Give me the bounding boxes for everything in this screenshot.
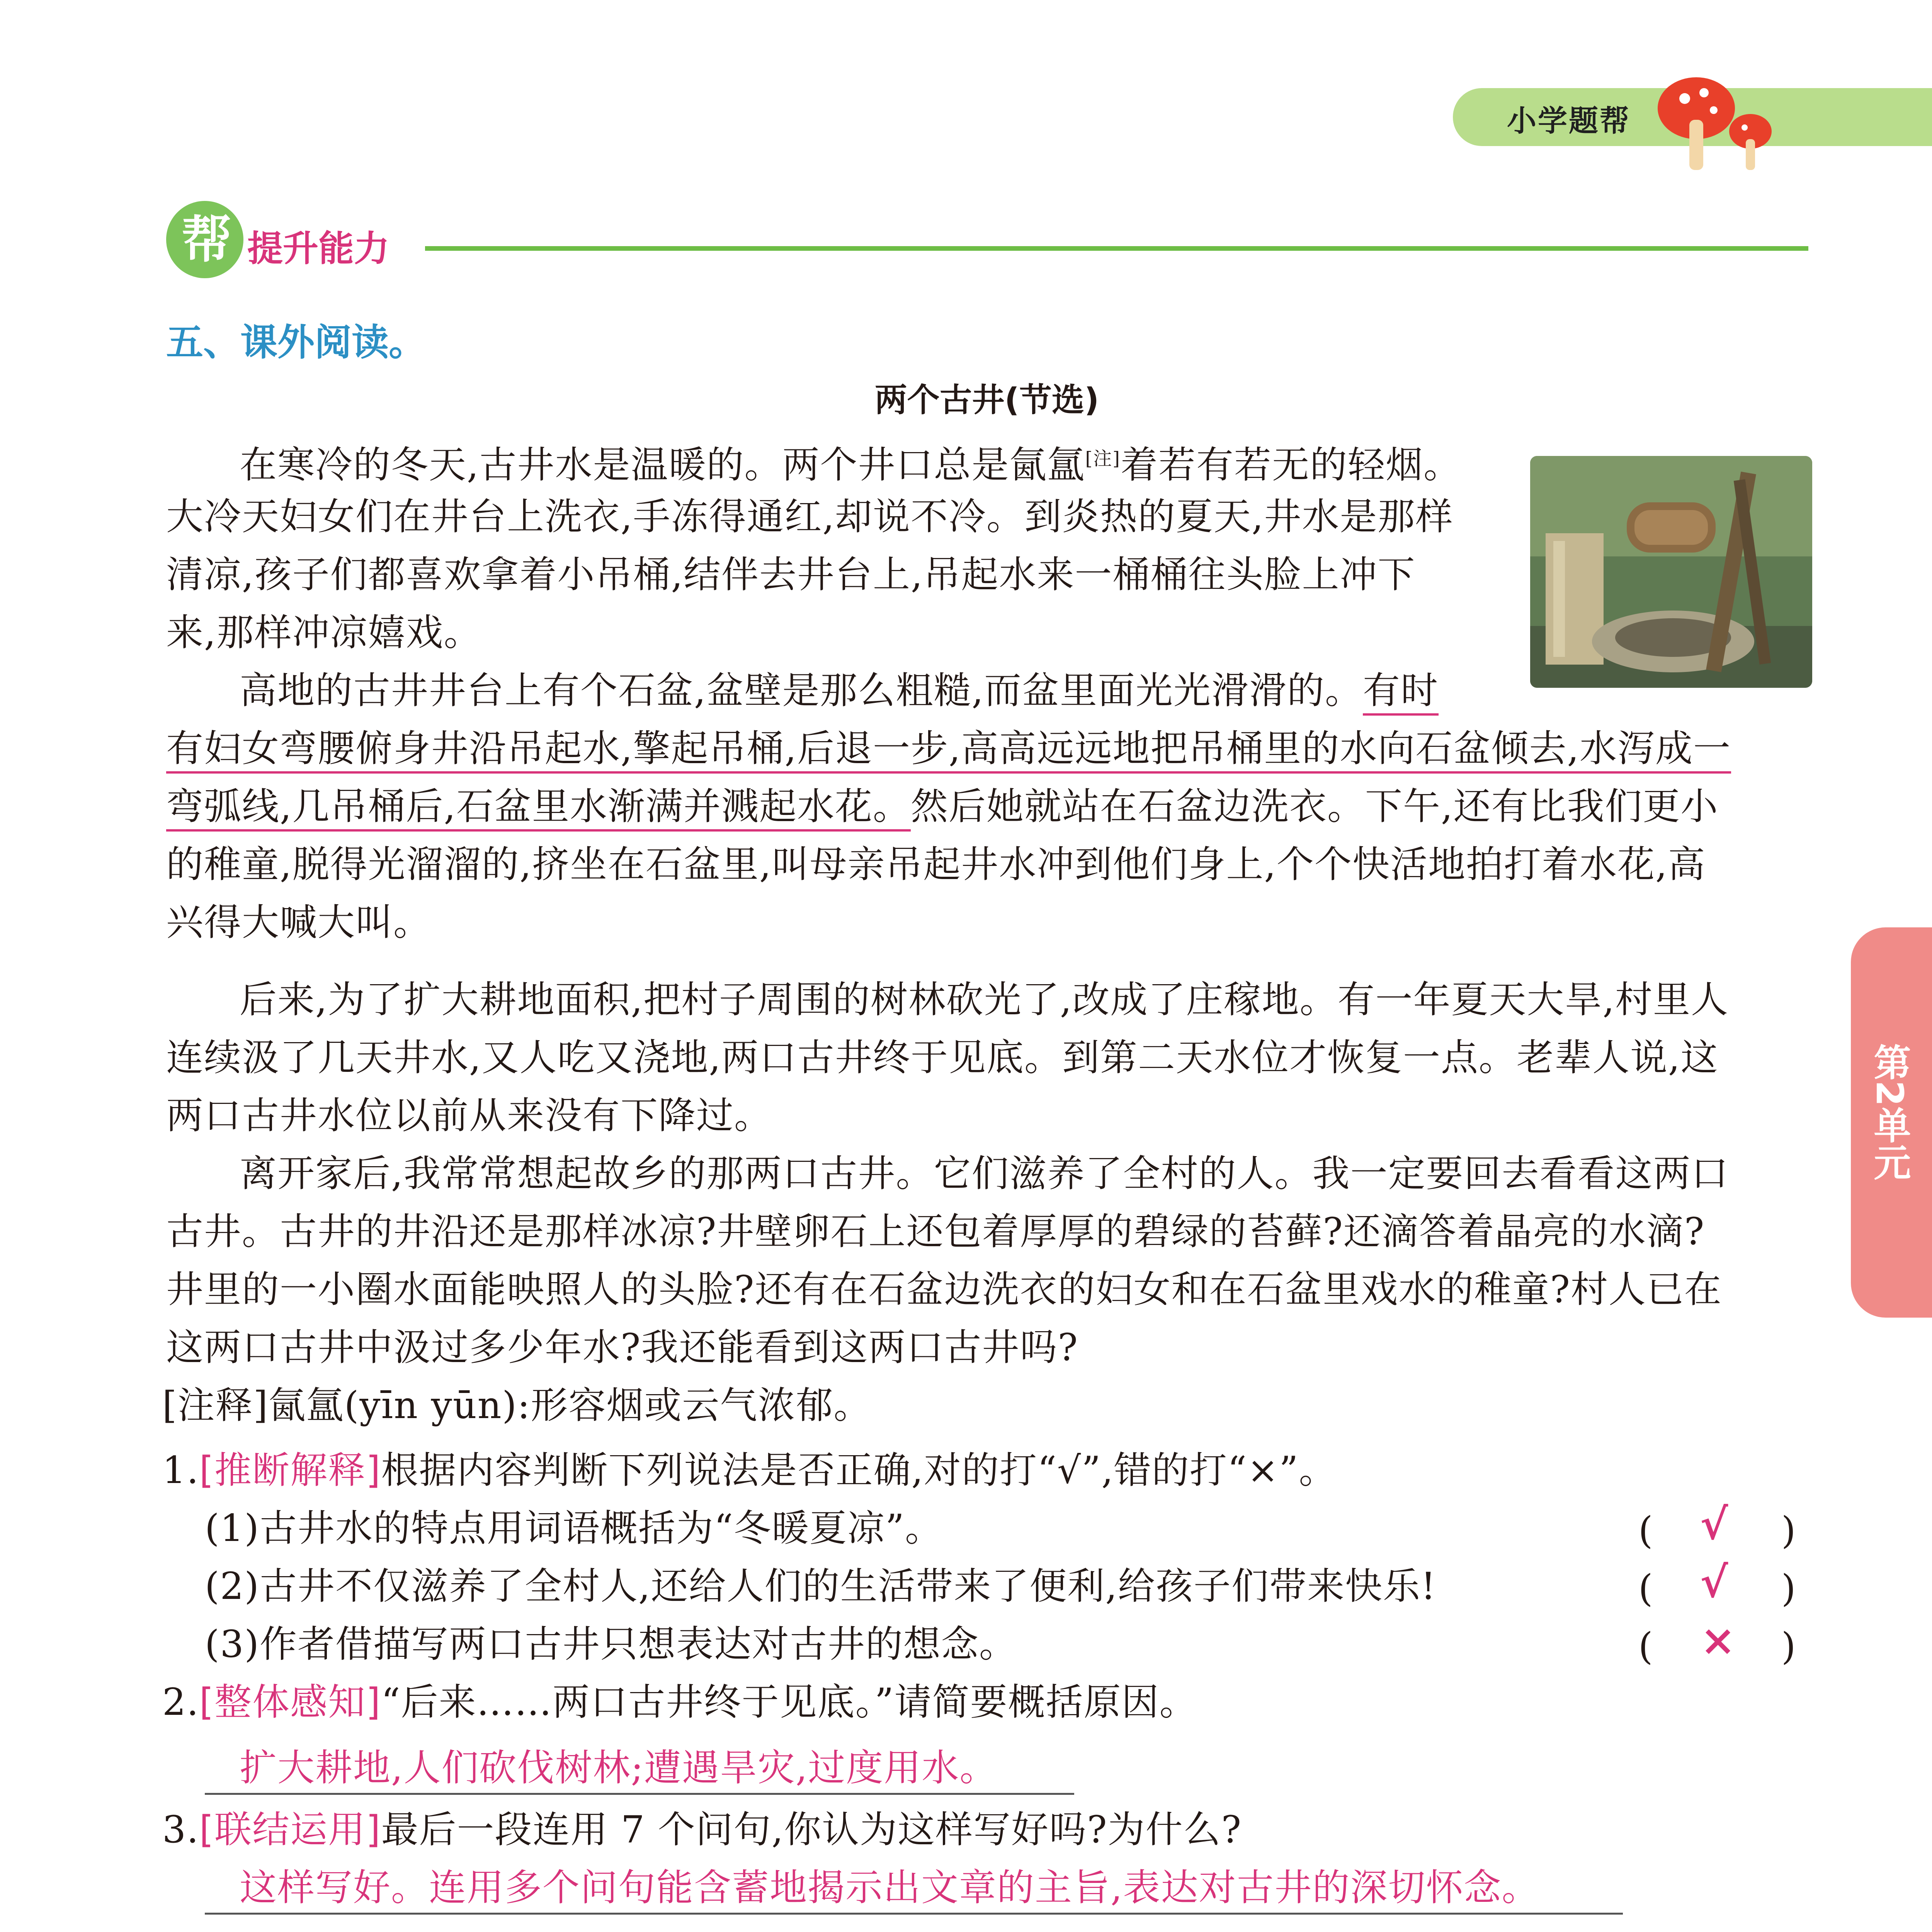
passage-p2-line2: 有妇女弯腰俯身井沿吊起水,擎起吊桶,后退一步,高高远远地把吊桶里的水向石盆倾去,水泻成一 bbox=[166, 727, 1731, 770]
q2-answer: 扩大耕地,人们砍伐树林;遭遇旱灾,过度用水。 bbox=[240, 1746, 998, 1789]
q2-tag: [整体感知] bbox=[199, 1680, 381, 1724]
passage-p2-line3: 弯弧线,几吊桶后,石盆里水渐满并溅起水花。然后她就站在石盆边洗衣。下午,还有比我们更小 bbox=[166, 785, 1719, 828]
q4-stem bbox=[162, 1924, 1614, 1932]
q1-item-2: (2)古井不仅滋养了全村人,还给人们的生活带来了便利,给孩子们带来快乐! bbox=[205, 1565, 1437, 1608]
q1-item-3-paren-open: ( bbox=[1638, 1625, 1653, 1668]
q1-item-1-paren-close: ) bbox=[1781, 1509, 1796, 1552]
section-badge-char: 帮 bbox=[181, 210, 232, 269]
passage-p4-line4: 这两口古井中汲过多少年水?我还能看到这两口古井吗? bbox=[166, 1326, 1078, 1369]
well-photo bbox=[1530, 456, 1812, 688]
q1-item-2-paren-close: ) bbox=[1781, 1567, 1796, 1610]
passage-p1-line2: 大冷天妇女们在井台上洗衣,手冻得通红,却说不冷。到炎热的夏天,井水是那样 bbox=[166, 495, 1454, 538]
section-rule bbox=[425, 246, 1808, 251]
q1-item-3-paren-close: ) bbox=[1781, 1625, 1796, 1668]
passage-note: [注释]氤氲(yīn yūn):形容烟或云气浓郁。 bbox=[162, 1384, 872, 1427]
q3-answer-rule bbox=[205, 1913, 1623, 1915]
q2-answer-rule bbox=[205, 1793, 1074, 1795]
q1-item-1: (1)古井水的特点用词语概括为“冬暖夏凉”。 bbox=[205, 1507, 943, 1550]
passage-p2-line5: 兴得大喊大叫。 bbox=[166, 901, 431, 944]
passage-p1-line1: 在寒冷的冬天,古井水是温暖的。两个井口总是氤氲[注]着若有若无的轻烟。 bbox=[240, 443, 1461, 486]
passage-p1-line4: 来,那样冲凉嬉戏。 bbox=[166, 611, 482, 654]
passage-p4-line2: 古井。古井的井沿还是那样冰凉?井壁卵石上还包着厚厚的碧绿的苔藓?还滴答着晶亮的水滴? bbox=[166, 1210, 1705, 1253]
passage-p1-line3: 清凉,孩子们都喜欢拿着小吊桶,结伴去井台上,吊起水来一桶桶往头脸上冲下 bbox=[166, 553, 1416, 596]
passage-p3-line1: 后来,为了扩大耕地面积,把村子周围的树林砍光了,改成了庄稼地。有一年夏天大旱,村里人 bbox=[240, 978, 1729, 1021]
passage-p4-line1: 离开家后,我常常想起故乡的那两口古井。它们滋养了全村的人。我一定要回去看看这两口 bbox=[240, 1152, 1729, 1195]
passage-title: 两个古井(节选) bbox=[874, 381, 1099, 419]
brand-name: 小学题帮 bbox=[1507, 104, 1631, 138]
mushroom-icon bbox=[1646, 62, 1777, 178]
q1-item-2-answer: √ bbox=[1700, 1557, 1728, 1607]
passage-p2-line4: 的稚童,脱得光溜溜的,挤坐在石盆里,叫母亲吊起井水冲到他们身上,个个快活地拍打着水花,高 bbox=[166, 843, 1706, 886]
footnote-marker: [注] bbox=[1085, 448, 1121, 469]
q2-stem: 2.[整体感知]“后来……两口古井终于见底。”请简要概括原因。 bbox=[162, 1680, 1197, 1724]
passage-p3-line2: 连续汲了几天井水,又人吃又浇地,两口古井终于见底。到第二天水位才恢复一点。老辈人说,这 bbox=[166, 1036, 1719, 1079]
question-title: 五、课外阅读。 bbox=[166, 321, 426, 364]
passage-p4-line3: 井里的一小圈水面能映照人的头脸?还有在石盆边洗衣的妇女和在石盆里戏水的稚童?村人已在 bbox=[166, 1268, 1722, 1311]
q1-tag: [推断解释] bbox=[199, 1449, 381, 1492]
q1-item-1-paren-open: ( bbox=[1638, 1509, 1653, 1552]
q1-item-3-answer: × bbox=[1700, 1615, 1736, 1665]
q3-stem: 3.[联结运用]最后一段连用 7 个问句,你认为这样写好吗?为什么? bbox=[162, 1808, 1242, 1851]
q1-item-1-answer: √ bbox=[1700, 1499, 1728, 1549]
unit-label: 第2单元 bbox=[1868, 1043, 1911, 1180]
passage-p3-line3: 两口古井水位以前从来没有下降过。 bbox=[166, 1094, 772, 1137]
q3-answer: 这样写好。连用多个问句能含蓄地揭示出文章的主旨,表达对古井的深切怀念。 bbox=[240, 1866, 1540, 1909]
q1-item-3: (3)作者借描写两口古井只想表达对古井的想念。 bbox=[205, 1622, 1017, 1666]
q1-item-2-paren-open: ( bbox=[1638, 1567, 1653, 1610]
passage-p2-line1: 高地的古井井台上有个石盆,盆壁是那么粗糙,而盆里面光光滑滑的。有时 bbox=[240, 669, 1439, 712]
q3-tag: [联结运用] bbox=[199, 1808, 381, 1851]
q1-stem: 1.[推断解释]根据内容判断下列说法是否正确,对的打“√”,错的打“×”。 bbox=[162, 1449, 1337, 1492]
section-title: 提升能力 bbox=[247, 228, 390, 269]
